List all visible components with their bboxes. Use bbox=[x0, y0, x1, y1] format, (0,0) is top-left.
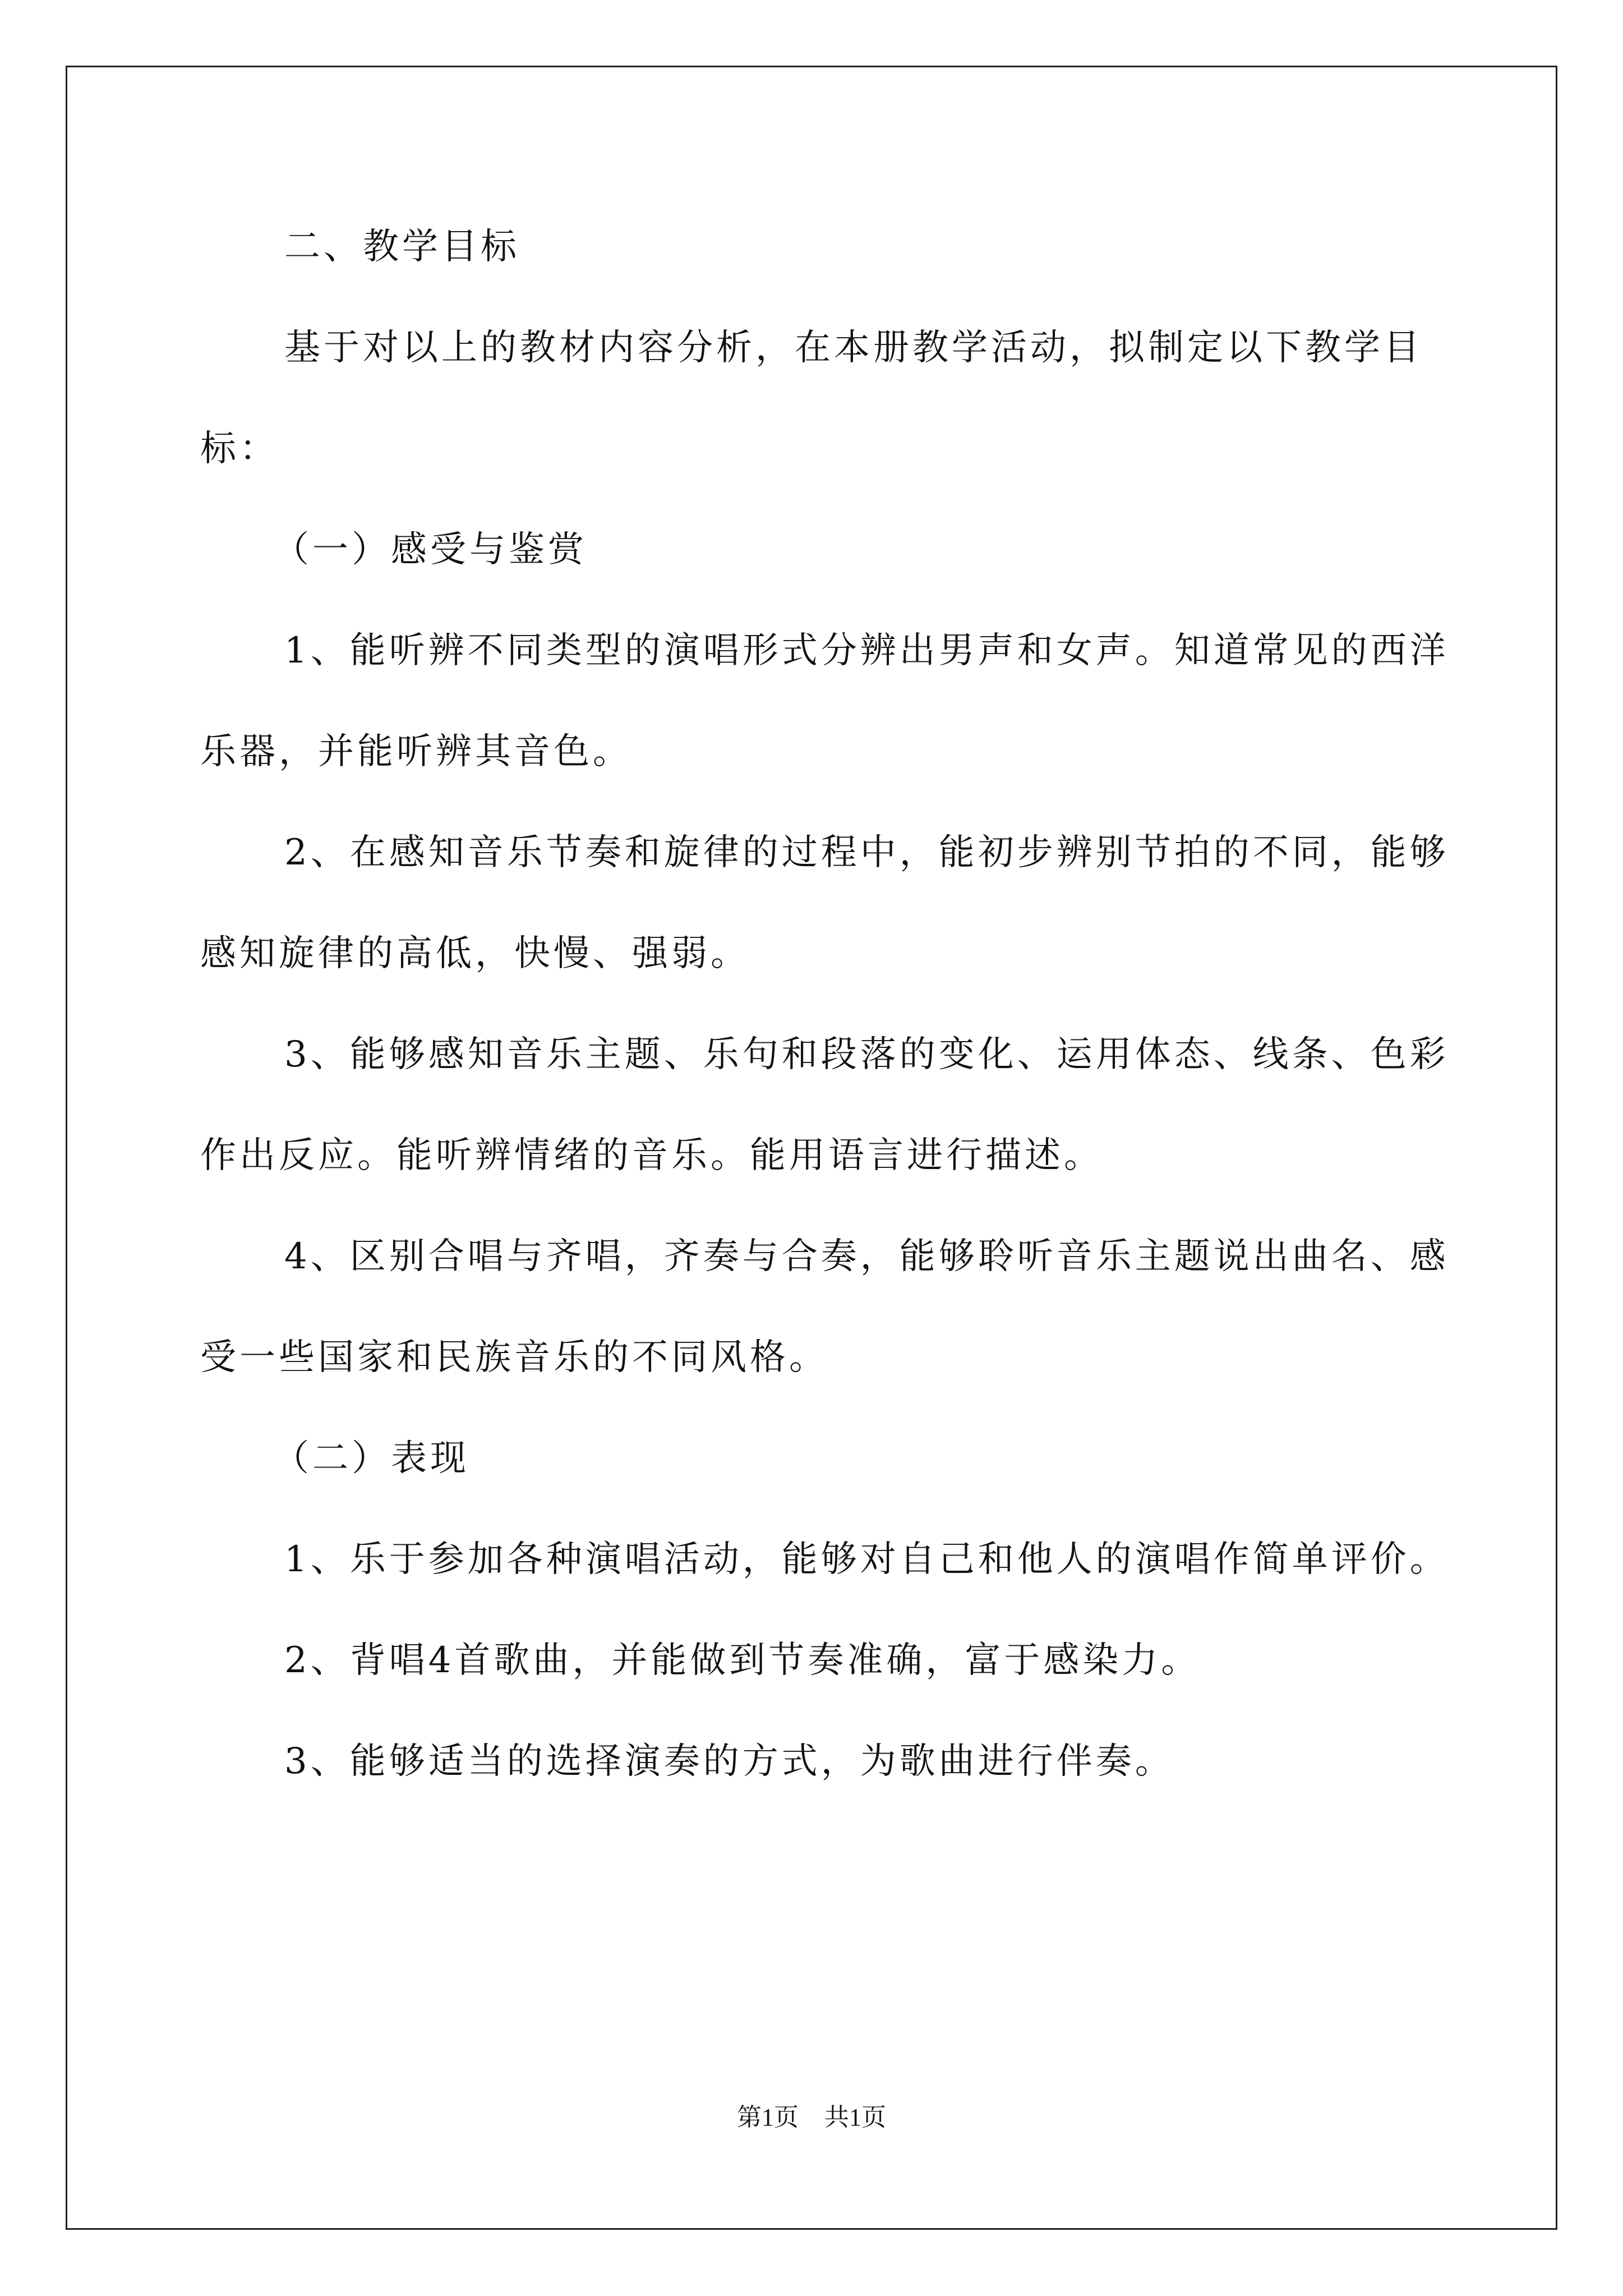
page-footer bbox=[0, 2101, 1623, 2134]
goal-item: 2、在感知音乐节奏和旋律的过程中，能初步辨别节拍的不同，能够感知旋律的高低，快慢、强弱。 bbox=[200, 832, 1449, 974]
section-heading-teaching-goals: 二、教学目标 bbox=[284, 226, 520, 268]
page-number: 第1页 bbox=[737, 2104, 799, 2131]
goal-item: 3、能够感知音乐主题、乐句和段落的变化、运用体态、线条、色彩作出反应。能听辨情绪的音乐。能用语言进行描述。 bbox=[200, 1034, 1449, 1176]
document-body bbox=[200, 196, 1456, 1812]
goal-item: 3、能够适当的选择演奏的方式，为歌曲进行伴奏。 bbox=[284, 1741, 1174, 1782]
goal-item: 1、乐于参加各种演唱活动，能够对自己和他人的演唱作简单评价。 bbox=[284, 1539, 1449, 1580]
subsection-heading-performance: （二）表现 bbox=[273, 1438, 469, 1479]
page-total: 共1页 bbox=[824, 2104, 886, 2131]
goal-item: 4、区别合唱与齐唱，齐奏与合奏，能够聆听音乐主题说出曲名、感受一些国家和民族音乐的不同风格。 bbox=[200, 1236, 1449, 1378]
goal-item: 1、能听辨不同类型的演唱形式分辨出男声和女声。知道常见的西洋乐器，并能听辨其音色。 bbox=[200, 630, 1449, 772]
goal-item: 2、背唱4首歌曲，并能做到节奏准确，富于感染力。 bbox=[284, 1640, 1201, 1681]
intro-paragraph: 基于对以上的教材内容分析，在本册教学活动，拟制定以下教学目标： bbox=[200, 327, 1423, 470]
subsection-heading-appreciation: （一）感受与鉴赏 bbox=[273, 529, 587, 570]
